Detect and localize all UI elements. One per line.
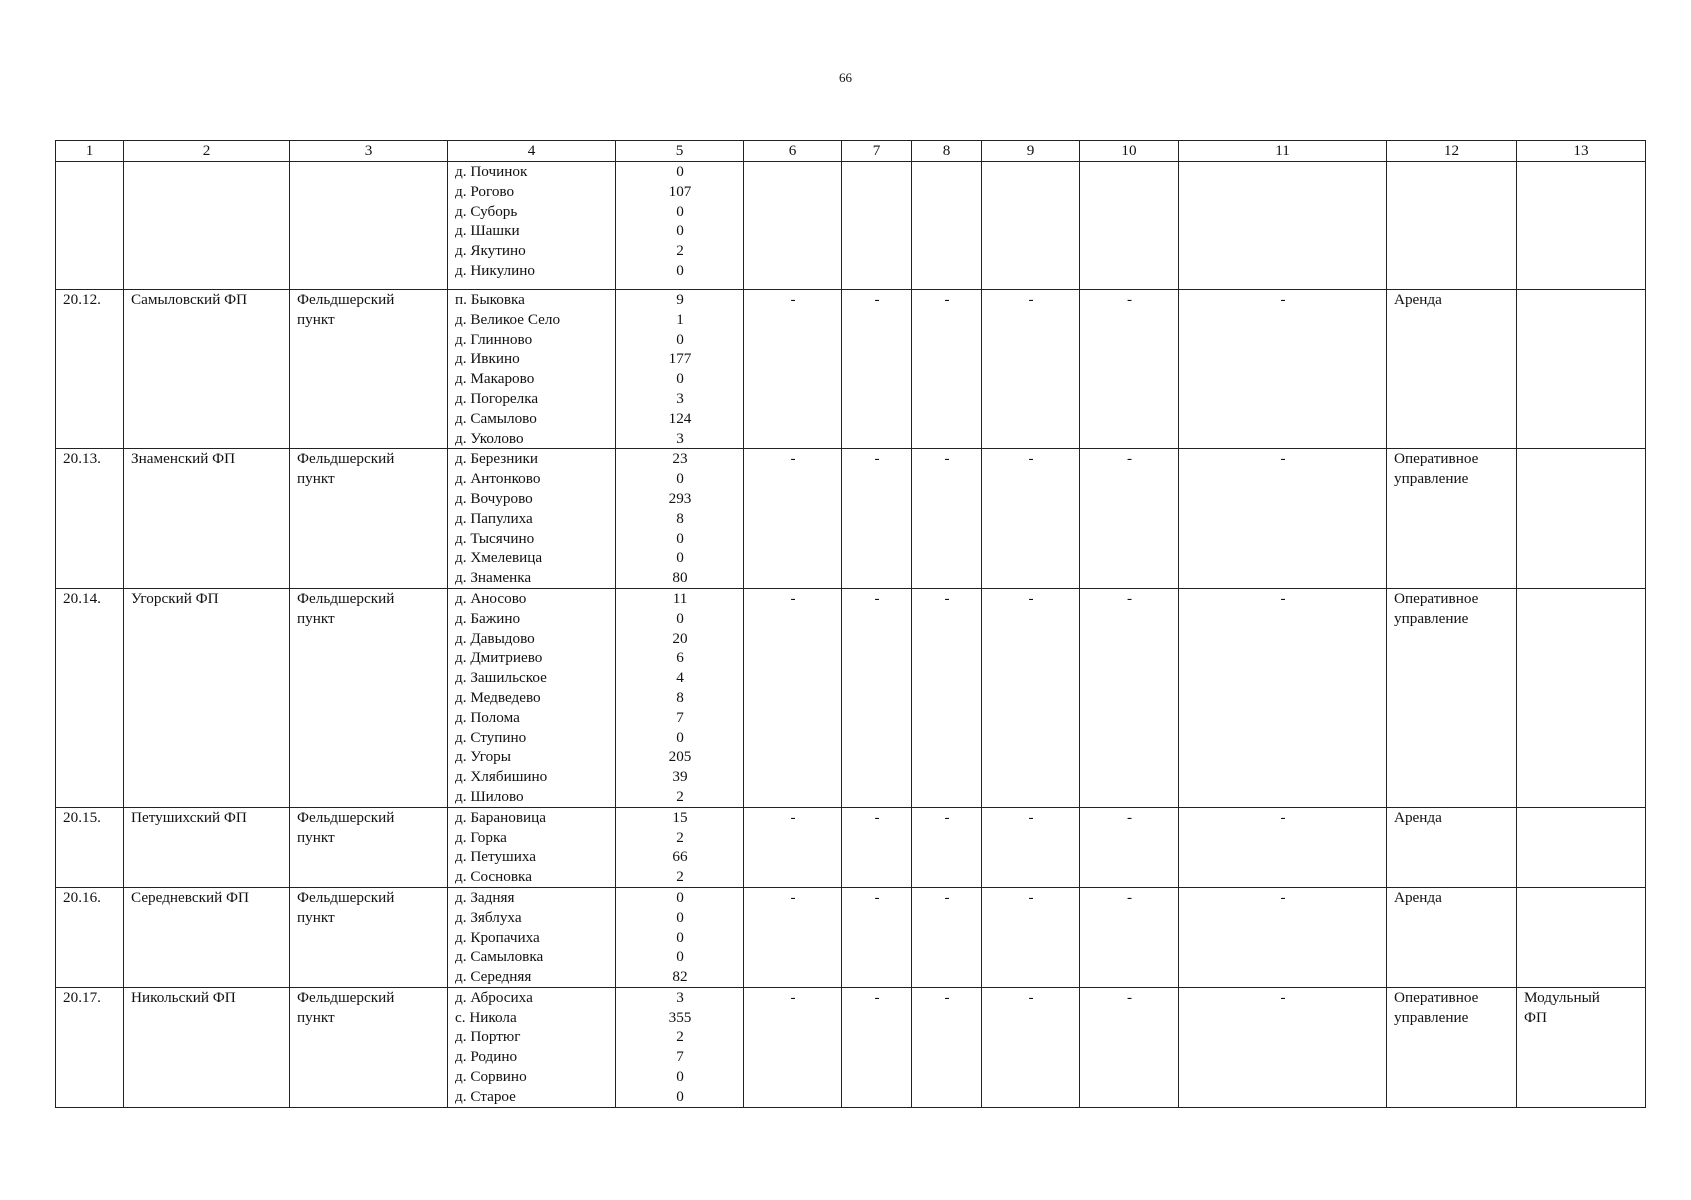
column-11-cell [1179, 887, 1387, 987]
column-7-value: - [874, 589, 880, 607]
ownership-line: Оперативное [1394, 589, 1479, 607]
population-value: 15 [672, 808, 688, 826]
population-value: 66 [672, 848, 688, 866]
column-9-cell [982, 588, 1080, 807]
column-11-value: - [1280, 988, 1286, 1006]
locality-name: д. Старое [455, 1087, 516, 1105]
column-7-cell [842, 588, 912, 807]
localities-cell [448, 449, 616, 589]
column-7-value: - [874, 291, 880, 308]
population-value: 0 [676, 908, 684, 926]
row-number: 20.17. [63, 988, 101, 1006]
column-11-value [1186, 162, 1380, 182]
facility-type-cell [290, 449, 448, 589]
locality-name: д. Аносово [455, 589, 527, 607]
facility-name-cell [124, 887, 290, 987]
note-cell [1517, 162, 1646, 290]
column-10-value: - [1126, 988, 1133, 1006]
locality-name: д. Кропачиха [455, 928, 540, 946]
localities-cell [448, 162, 616, 290]
row-number-cell [56, 162, 124, 290]
localities-cell [448, 807, 616, 887]
population-value: 0 [676, 370, 684, 388]
population-value: 2 [676, 242, 684, 260]
column-8-cell [912, 290, 982, 449]
column-10-cell [1080, 987, 1179, 1107]
population-value: 0 [676, 529, 684, 547]
table-row [56, 449, 1646, 589]
facility-name-cell [124, 588, 290, 807]
facility-type-line: пункт [297, 1008, 335, 1026]
column-10-value: - [1126, 589, 1133, 607]
population-value: 124 [668, 409, 692, 427]
locality-name: д. Ступино [455, 728, 527, 746]
population-value: 0 [676, 163, 684, 180]
locality-name: д. Рогово [455, 182, 515, 200]
population-value: 20 [672, 629, 688, 647]
column-11-cell [1179, 588, 1387, 807]
facility-name: Знаменский ФП [131, 450, 236, 468]
locality-name: д. Медведево [455, 688, 541, 706]
locality-name: д. Горка [455, 828, 507, 846]
column-header: 4 [448, 141, 616, 162]
column-10-cell [1080, 449, 1179, 589]
column-6-value: - [790, 988, 796, 1006]
ownership-cell [1387, 887, 1517, 987]
population-value: 11 [672, 589, 688, 607]
locality-name: д. Задняя [455, 888, 515, 906]
population-value: 0 [676, 549, 684, 567]
locality-name: д. Барановица [455, 808, 547, 826]
population-value: 80 [672, 569, 688, 587]
population-value: 0 [676, 728, 684, 746]
note-line: Модульный [1524, 988, 1600, 1006]
population-value: 3 [676, 429, 684, 447]
population-value: 6 [676, 649, 684, 667]
population-value: 107 [668, 182, 692, 200]
column-10-value: - [1126, 291, 1133, 308]
locality-name: д. Тысячино [455, 529, 535, 547]
column-7-cell [842, 162, 912, 290]
column-7-value: - [874, 988, 880, 1006]
locality-name: д. Никулино [455, 261, 535, 279]
column-7-value: - [874, 808, 880, 826]
facility-name: Угорский ФП [131, 589, 219, 607]
facility-type-line: пункт [297, 828, 335, 846]
ownership-cell [1387, 807, 1517, 887]
locality-name: д. Угоры [455, 748, 511, 766]
population-value: 9 [676, 291, 684, 308]
column-8-cell [912, 588, 982, 807]
ownership-cell [1387, 987, 1517, 1107]
row-number: 20.14. [63, 589, 101, 607]
column-8-cell [912, 887, 982, 987]
population-value: 0 [676, 948, 684, 966]
facility-name: Самыловский ФП [131, 291, 248, 308]
column-11-value: - [1280, 291, 1286, 308]
note-cell [1517, 807, 1646, 887]
population-value: 0 [676, 470, 684, 488]
column-10-value: - [1126, 888, 1133, 906]
locality-name: д. Березники [455, 450, 539, 468]
column-9-cell [982, 162, 1080, 290]
column-11-cell [1179, 807, 1387, 887]
population-value: 8 [676, 509, 684, 527]
locality-name: д. Сорвино [455, 1068, 527, 1086]
population-value: 0 [676, 330, 684, 348]
header-row [56, 141, 1646, 162]
column-6-value: - [790, 589, 796, 607]
column-9-value [989, 162, 1073, 182]
facility-type-line: пункт [297, 908, 335, 926]
facility-name-cell [124, 449, 290, 589]
population-cell [616, 290, 744, 449]
locality-name: д. Самыловка [455, 948, 544, 966]
locality-name: д. Полома [455, 708, 520, 726]
column-10-value: - [1126, 450, 1133, 468]
row-number-cell [56, 987, 124, 1107]
locality-name: с. Никола [455, 1008, 517, 1026]
column-9-value: - [1028, 888, 1034, 906]
column-11-value: - [1280, 808, 1286, 826]
population-value: 3 [676, 988, 684, 1006]
column-6-cell [744, 162, 842, 290]
column-6-cell [744, 588, 842, 807]
column-8-cell [912, 987, 982, 1107]
column-7-value: - [874, 888, 880, 906]
locality-name: д. Вочурово [455, 489, 533, 507]
population-value: 2 [676, 828, 684, 846]
population-value: 39 [672, 768, 688, 786]
column-header: 1 [56, 141, 124, 162]
column-8-value: - [944, 291, 950, 308]
locality-name: д. Самылово [455, 409, 537, 427]
column-11-value: - [1280, 888, 1286, 906]
page-number: 66 [839, 70, 852, 85]
column-6-value [751, 162, 835, 182]
column-header: 10 [1080, 141, 1179, 162]
locality-name: п. Быковка [455, 291, 525, 308]
column-7-value: - [874, 450, 880, 468]
facility-type-cell [290, 807, 448, 887]
column-8-value [919, 162, 975, 182]
locality-name: д. Суборь [455, 202, 518, 220]
row-number-cell [56, 588, 124, 807]
population-value: 3 [676, 389, 684, 407]
facility-type-line: Фельдшерский [297, 589, 395, 607]
note-cell [1517, 449, 1646, 589]
locality-name: д. Глинново [455, 330, 533, 348]
column-7-value [849, 162, 905, 182]
locality-name: д. Зяблуха [455, 908, 522, 926]
column-8-value: - [944, 450, 950, 468]
row-number [63, 162, 117, 182]
facility-name-cell [124, 807, 290, 887]
locality-name: д. Петушиха [455, 848, 537, 866]
row-number-cell [56, 807, 124, 887]
locality-name: д. Великое Село [455, 310, 561, 328]
ownership-line: Аренда [1394, 291, 1442, 308]
column-header: 11 [1179, 141, 1387, 162]
population-value: 177 [668, 350, 692, 368]
facility-type-cell [290, 987, 448, 1107]
column-8-cell [912, 449, 982, 589]
population-value: 7 [676, 1048, 684, 1066]
locality-name: д. Погорелка [455, 389, 539, 407]
column-6-value: - [790, 291, 796, 308]
locality-name: д. Якутино [455, 242, 526, 260]
population-value: 2 [676, 787, 684, 805]
column-header: 7 [842, 141, 912, 162]
column-header: 8 [912, 141, 982, 162]
ownership-line: Аренда [1394, 808, 1442, 826]
ownership-line: Оперативное [1394, 450, 1479, 468]
facility-name: Никольский ФП [131, 988, 236, 1006]
column-11-cell [1179, 290, 1387, 449]
facility-name-cell [124, 290, 290, 449]
column-7-cell [842, 807, 912, 887]
column-9-value: - [1028, 291, 1034, 308]
locality-name: д. Абросиха [455, 988, 533, 1006]
column-8-value: - [944, 988, 950, 1006]
row-number: 20.12. [63, 291, 101, 308]
facility-name-cell [124, 987, 290, 1107]
facility-type-line: Фельдшерский [297, 988, 395, 1006]
facility-name [131, 162, 283, 182]
facility-type-cell [290, 290, 448, 449]
facility-type-cell [290, 588, 448, 807]
column-6-cell [744, 887, 842, 987]
population-value: 293 [668, 489, 692, 507]
column-10-value [1087, 162, 1172, 182]
column-header: 9 [982, 141, 1080, 162]
locality-name: д. Починок [455, 163, 528, 180]
table-body [56, 162, 1646, 1108]
note-cell [1517, 588, 1646, 807]
column-7-cell [842, 987, 912, 1107]
facility-type-line: Фельдшерский [297, 450, 395, 468]
column-11-cell [1179, 449, 1387, 589]
column-9-cell [982, 887, 1080, 987]
population-value: 0 [676, 202, 684, 220]
locality-name: д. Середняя [455, 968, 532, 986]
note-cell [1517, 887, 1646, 987]
population-value: 82 [672, 968, 688, 986]
facility-type-line: Фельдшерский [297, 291, 395, 308]
facility-type-cell [290, 887, 448, 987]
localities-cell [448, 987, 616, 1107]
table-row [56, 588, 1646, 807]
column-9-value: - [1028, 450, 1034, 468]
column-10-cell [1080, 162, 1179, 290]
population-value: 0 [676, 1068, 684, 1086]
ownership-line: управление [1394, 470, 1469, 488]
population-value: 0 [676, 1087, 684, 1105]
population-cell [616, 162, 744, 290]
note-cell [1517, 290, 1646, 449]
localities-cell [448, 290, 616, 449]
column-header: 6 [744, 141, 842, 162]
column-9-cell [982, 290, 1080, 449]
column-10-cell [1080, 807, 1179, 887]
facility-type-line: пункт [297, 609, 335, 627]
facility-type-line: Фельдшерский [297, 888, 395, 906]
column-header: 12 [1387, 141, 1517, 162]
column-header: 3 [290, 141, 448, 162]
population-value: 2 [676, 1028, 684, 1046]
population-value: 205 [668, 748, 692, 766]
locality-name: д. Хлябишино [455, 768, 548, 786]
row-number-cell [56, 449, 124, 589]
ownership-cell [1387, 290, 1517, 449]
population-value: 4 [676, 669, 684, 687]
column-11-cell [1179, 162, 1387, 290]
facility-name-cell [124, 162, 290, 290]
population-cell [616, 588, 744, 807]
locality-name: д. Папулиха [455, 509, 533, 527]
population-value: 0 [676, 609, 684, 627]
column-9-value: - [1028, 808, 1034, 826]
population-cell [616, 887, 744, 987]
population-value: 0 [676, 261, 684, 279]
column-9-value: - [1028, 988, 1034, 1006]
column-6-cell [744, 290, 842, 449]
column-7-cell [842, 290, 912, 449]
column-8-value: - [944, 589, 950, 607]
locality-name: д. Макарово [455, 370, 535, 388]
facility-type-line: пункт [297, 310, 335, 328]
note-line: ФП [1524, 1008, 1547, 1026]
ownership-line: Аренда [1394, 888, 1442, 906]
facility-name: Середневский ФП [131, 888, 250, 906]
locality-name: д. Дмитриево [455, 649, 543, 667]
row-number: 20.15. [63, 808, 101, 826]
table-row [56, 887, 1646, 987]
row-number-cell [56, 887, 124, 987]
column-header: 13 [1517, 141, 1646, 162]
ownership-cell [1387, 588, 1517, 807]
column-9-value: - [1028, 589, 1034, 607]
column-10-cell [1080, 290, 1179, 449]
locality-name: д. Сосновка [455, 868, 532, 886]
population-cell [616, 987, 744, 1107]
note-cell [1517, 987, 1646, 1107]
ownership-line: управление [1394, 609, 1469, 627]
column-7-cell [842, 449, 912, 589]
population-cell [616, 807, 744, 887]
data-table [55, 140, 1646, 1108]
column-9-cell [982, 807, 1080, 887]
ownership-cell [1387, 162, 1517, 290]
row-number: 20.13. [63, 450, 101, 468]
ownership-cell [1387, 449, 1517, 589]
locality-name: д. Антонково [455, 470, 541, 488]
column-6-value: - [790, 888, 796, 906]
column-9-cell [982, 987, 1080, 1107]
locality-name: д. Шилово [455, 787, 524, 805]
population-value: 0 [676, 928, 684, 946]
facility-type-line: Фельдшерский [297, 808, 395, 826]
population-value: 0 [676, 888, 684, 906]
column-7-cell [842, 887, 912, 987]
population-value: 1 [676, 310, 684, 328]
locality-name: д. Ивкино [455, 350, 520, 368]
column-11-value: - [1280, 589, 1286, 607]
ownership-line: Оперативное [1394, 988, 1479, 1006]
population-value: 355 [668, 1008, 692, 1026]
column-6-cell [744, 987, 842, 1107]
facility-name: Петушихский ФП [131, 808, 247, 826]
column-6-cell [744, 449, 842, 589]
column-8-value: - [944, 888, 950, 906]
population-value: 0 [676, 222, 684, 240]
localities-cell [448, 887, 616, 987]
table-row [56, 987, 1646, 1107]
column-header: 5 [616, 141, 744, 162]
table-row [56, 290, 1646, 449]
column-8-value: - [944, 808, 950, 826]
locality-name: д. Хмелевица [455, 549, 543, 567]
row-number: 20.16. [63, 888, 101, 906]
column-10-cell [1080, 887, 1179, 987]
facility-type-line: пункт [297, 470, 335, 488]
locality-name: д. Родино [455, 1048, 518, 1066]
population-value: 7 [676, 708, 684, 726]
locality-name: д. Портюг [455, 1028, 521, 1046]
column-6-value: - [790, 808, 796, 826]
column-11-cell [1179, 987, 1387, 1107]
locality-name: д. Давыдово [455, 629, 535, 647]
population-value: 23 [672, 450, 688, 468]
facility-type-cell [290, 162, 448, 290]
locality-name: д. Зашильское [455, 669, 547, 687]
locality-name: д. Уколово [455, 429, 524, 447]
table-row [56, 162, 1646, 290]
localities-cell [448, 588, 616, 807]
column-10-value: - [1126, 808, 1133, 826]
table-row [56, 807, 1646, 887]
locality-name: д. Бажино [455, 609, 521, 627]
column-8-cell [912, 807, 982, 887]
population-value: 2 [676, 868, 684, 886]
ownership-line: управление [1394, 1008, 1469, 1026]
column-6-cell [744, 807, 842, 887]
column-6-value: - [790, 450, 796, 468]
population-cell [616, 449, 744, 589]
column-header: 2 [124, 141, 290, 162]
column-10-cell [1080, 588, 1179, 807]
locality-name: д. Шашки [455, 222, 520, 240]
row-number-cell [56, 290, 124, 449]
column-11-value: - [1280, 450, 1286, 468]
column-8-cell [912, 162, 982, 290]
locality-name: д. Знаменка [455, 569, 532, 587]
population-value: 8 [676, 688, 684, 706]
column-9-cell [982, 449, 1080, 589]
